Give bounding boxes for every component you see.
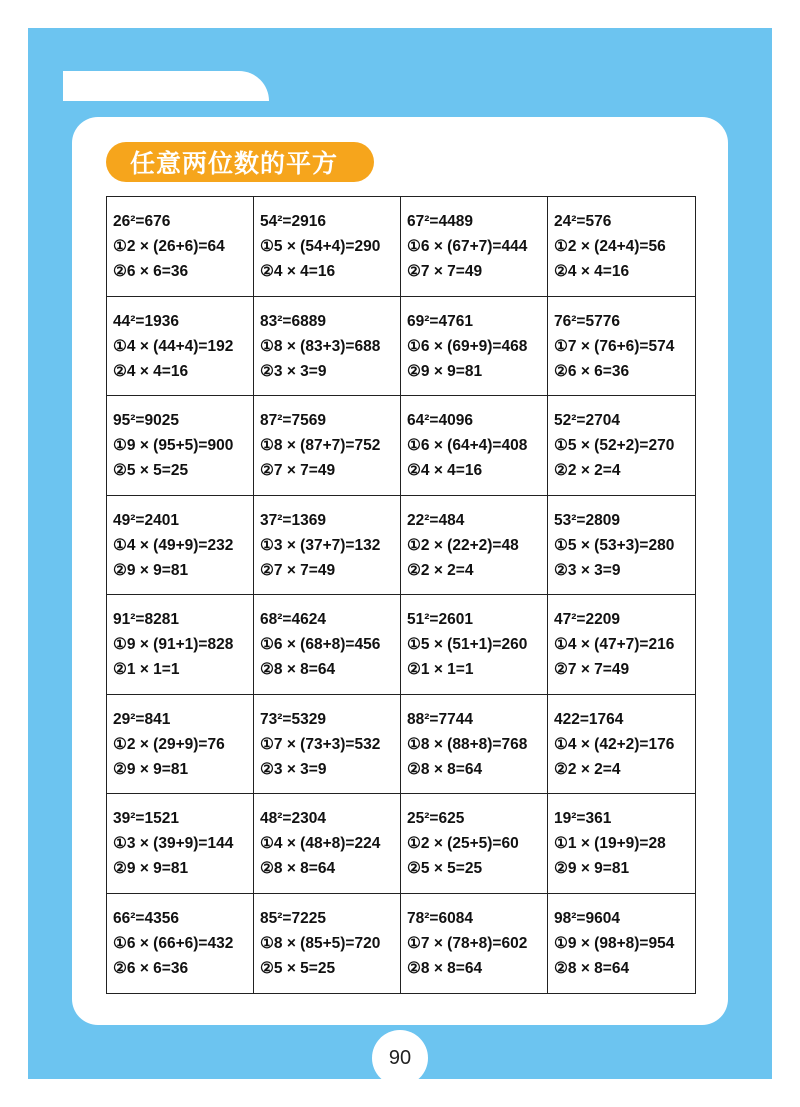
step-one: ①5 × (52+2)=270: [554, 437, 675, 454]
step-one: ①4 × (44+4)=192: [113, 337, 234, 355]
step-one: ①8 × (85+5)=720: [260, 934, 381, 952]
step-one: ①4 × (47+7)=216: [554, 636, 675, 653]
step-two: ②7 × 7=49: [407, 263, 483, 280]
step-two: ②8 × 8=64: [407, 760, 483, 778]
square-result: 87²=7569: [260, 412, 326, 429]
step-one: ①5 × (54+4)=290: [260, 238, 381, 255]
table-cell: [548, 794, 695, 894]
step-one: ①7 × (73+3)=532: [260, 735, 381, 753]
step-two: ②2 × 2=4: [554, 462, 621, 479]
step-one: ①7 × (76+6)=574: [554, 337, 675, 355]
step-one: ①3 × (37+7)=132: [260, 536, 381, 554]
step-two: ②4 × 4=16: [260, 263, 336, 280]
table-cell: [254, 595, 401, 695]
table-cell: [107, 794, 254, 894]
step-two: ②9 × 9=81: [407, 362, 483, 380]
table-cell: [548, 496, 695, 596]
step-two: ②9 × 9=81: [113, 860, 189, 877]
table-cell: [107, 297, 254, 397]
step-one: ①5 × (51+1)=260: [407, 636, 528, 653]
table-cell: [401, 496, 548, 596]
step-one: ①6 × (64+4)=408: [407, 437, 528, 454]
table-cell: [548, 396, 695, 496]
square-result: 76²=5776: [554, 312, 620, 330]
square-result: 52²=2704: [554, 412, 620, 429]
table-cell: [107, 695, 254, 795]
step-two: ②8 × 8=64: [260, 860, 336, 877]
table-cell: [401, 894, 548, 994]
square-result: 44²=1936: [113, 312, 179, 330]
step-two: ②7 × 7=49: [260, 462, 336, 479]
square-result: 47²=2209: [554, 611, 620, 628]
square-result: 67²=4489: [407, 213, 473, 230]
page-number: 90: [388, 1046, 412, 1069]
step-two: ②9 × 9=81: [113, 760, 189, 778]
square-result: 49²=2401: [113, 511, 179, 529]
step-two: ②6 × 6=36: [113, 959, 189, 977]
step-one: ①2 × (26+6)=64: [113, 238, 225, 255]
step-one: ①8 × (87+7)=752: [260, 437, 381, 454]
table-cell: [107, 496, 254, 596]
step-two: ②7 × 7=49: [260, 561, 336, 579]
step-two: ②9 × 9=81: [554, 860, 630, 877]
step-two: ②1 × 1=1: [407, 661, 474, 678]
square-result: 68²=4624: [260, 611, 326, 628]
step-two: ②8 × 8=64: [407, 959, 483, 977]
table-cell: [107, 396, 254, 496]
table-cell: [254, 794, 401, 894]
step-two: ②4 × 4=16: [407, 462, 483, 479]
step-one: ①9 × (95+5)=900: [113, 437, 234, 454]
step-one: ①8 × (83+3)=688: [260, 337, 381, 355]
step-one: ①4 × (49+9)=232: [113, 536, 234, 554]
step-one: ①6 × (67+7)=444: [407, 238, 528, 255]
page-title: 任意两位数的平方: [130, 149, 339, 178]
square-result: 85²=7225: [260, 909, 326, 927]
square-result: 73²=5329: [260, 710, 326, 728]
square-result: 53²=2809: [554, 511, 620, 529]
square-result: 95²=9025: [113, 412, 179, 429]
step-one: ①3 × (39+9)=144: [113, 835, 234, 852]
square-result: 24²=576: [554, 213, 612, 230]
square-result: 37²=1369: [260, 511, 326, 529]
step-one: ①4 × (48+8)=224: [260, 835, 381, 852]
step-two: ②4 × 4=16: [113, 362, 189, 380]
square-result: 64²=4096: [407, 412, 473, 429]
table-cell: [254, 197, 401, 297]
table-cell: [548, 695, 695, 795]
step-one: ①6 × (69+9)=468: [407, 337, 528, 355]
square-result: 88²=7744: [407, 710, 473, 728]
table-cell: [401, 794, 548, 894]
step-one: ①2 × (25+5)=60: [407, 835, 519, 852]
square-result: 91²=8281: [113, 611, 179, 628]
table-cell: [254, 695, 401, 795]
table-cell: [401, 396, 548, 496]
step-two: ②4 × 4=16: [554, 263, 630, 280]
table-cell: [254, 894, 401, 994]
table-cell: [254, 396, 401, 496]
square-result: 422=1764: [554, 710, 624, 728]
step-one: ①6 × (66+6)=432: [113, 934, 234, 952]
table-cell: [254, 297, 401, 397]
table-cell: [548, 197, 695, 297]
step-two: ②3 × 3=9: [554, 561, 621, 579]
table-cell: [401, 197, 548, 297]
step-two: ②8 × 8=64: [554, 959, 630, 977]
square-result: 98²=9604: [554, 909, 620, 927]
step-two: ②6 × 6=36: [113, 263, 189, 280]
table-cell: [548, 297, 695, 397]
step-two: ②3 × 3=9: [260, 362, 327, 380]
squares-table: [106, 196, 696, 994]
step-two: ②7 × 7=49: [554, 661, 630, 678]
square-result: 19²=361: [554, 810, 612, 827]
table-cell: [107, 595, 254, 695]
square-result: 54²=2916: [260, 213, 326, 230]
square-result: 22²=484: [407, 511, 465, 529]
table-cell: [107, 894, 254, 994]
square-result: 83²=6889: [260, 312, 326, 330]
step-one: ①1 × (19+9)=28: [554, 835, 666, 852]
step-one: ①5 × (53+3)=280: [554, 536, 675, 554]
square-result: 39²=1521: [113, 810, 179, 827]
step-one: ①2 × (24+4)=56: [554, 238, 666, 255]
square-result: 25²=625: [407, 810, 465, 827]
step-two: ②5 × 5=25: [113, 462, 189, 479]
step-one: ①6 × (68+8)=456: [260, 636, 381, 653]
step-one: ①4 × (42+2)=176: [554, 735, 675, 753]
table-cell: [401, 595, 548, 695]
step-one: ①9 × (91+1)=828: [113, 636, 234, 653]
table-cell: [548, 894, 695, 994]
table-cell: [401, 695, 548, 795]
step-one: ①2 × (22+2)=48: [407, 536, 519, 554]
square-result: 66²=4356: [113, 909, 179, 927]
square-result: 78²=6084: [407, 909, 473, 927]
step-two: ②1 × 1=1: [113, 661, 180, 678]
page-number-badge: [372, 1030, 428, 1086]
square-result: 29²=841: [113, 710, 171, 728]
table-cell: [548, 595, 695, 695]
square-result: 26²=676: [113, 213, 171, 230]
step-two: ②2 × 2=4: [554, 760, 621, 778]
step-one: ①8 × (88+8)=768: [407, 735, 528, 753]
header-tab: [63, 71, 269, 101]
step-two: ②5 × 5=25: [407, 860, 483, 877]
table-cell: [254, 496, 401, 596]
step-two: ②9 × 9=81: [113, 561, 189, 579]
step-two: ②3 × 3=9: [260, 760, 327, 778]
step-one: ①2 × (29+9)=76: [113, 735, 225, 753]
square-result: 69²=4761: [407, 312, 473, 330]
step-two: ②8 × 8=64: [260, 661, 336, 678]
title-pill: [106, 142, 374, 182]
square-result: 48²=2304: [260, 810, 326, 827]
step-two: ②6 × 6=36: [554, 362, 630, 380]
step-two: ②2 × 2=4: [407, 561, 474, 579]
table-cell: [107, 197, 254, 297]
table-cell: [401, 297, 548, 397]
step-one: ①7 × (78+8)=602: [407, 934, 528, 952]
square-result: 51²=2601: [407, 611, 473, 628]
step-two: ②5 × 5=25: [260, 959, 336, 977]
step-one: ①9 × (98+8)=954: [554, 934, 675, 952]
